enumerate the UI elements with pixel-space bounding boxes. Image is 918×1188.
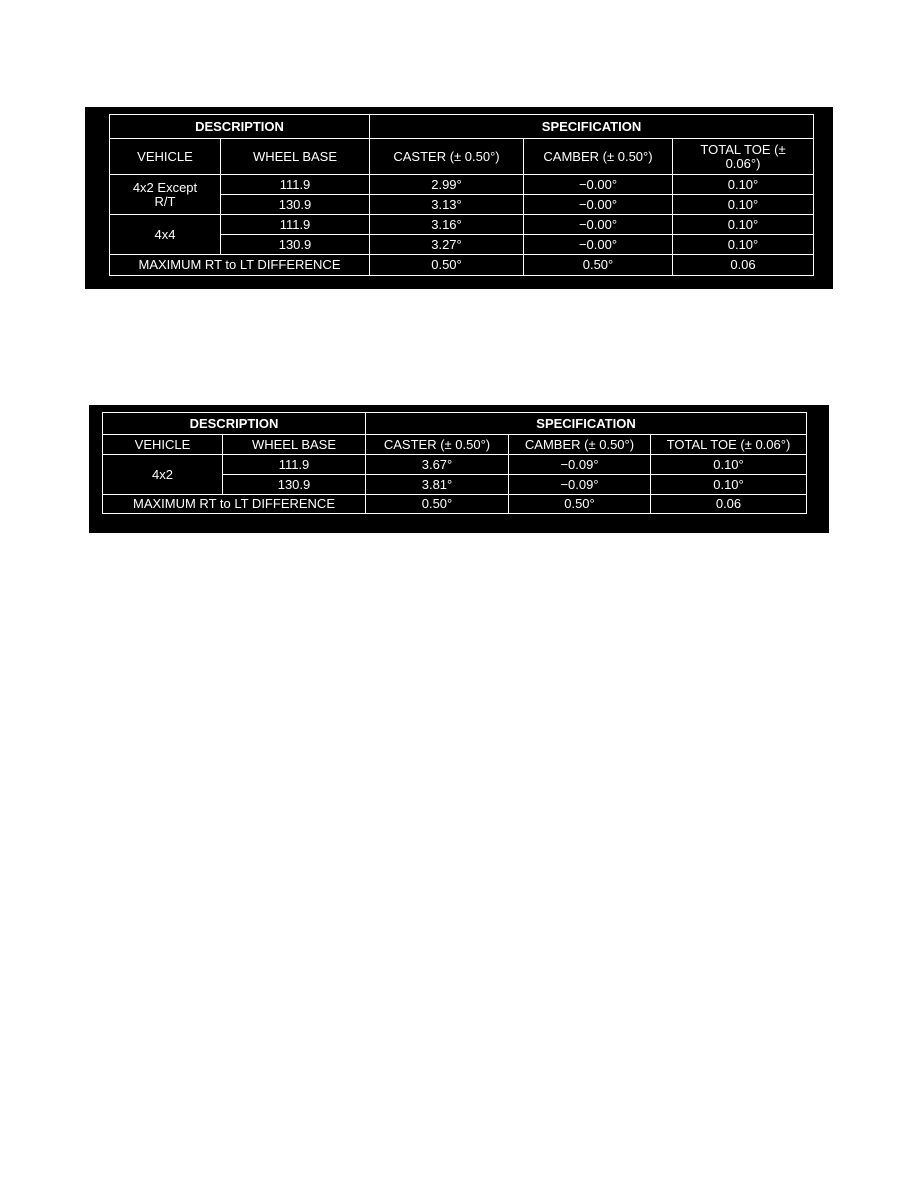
alignment-spec-table-1 xyxy=(109,114,814,276)
caster-cell: 3.67° xyxy=(366,455,509,475)
camber-cell: −0.09° xyxy=(509,475,651,495)
caster-column-header: CASTER (± 0.50°) xyxy=(366,435,509,455)
caster-cell: 0.50° xyxy=(366,495,509,514)
total-toe-cell: 0.10° xyxy=(673,175,814,195)
description-header: DESCRIPTION xyxy=(110,115,370,139)
camber-cell: −0.09° xyxy=(509,455,651,475)
spec-table-panel-2 xyxy=(89,405,829,533)
caster-cell: 2.99° xyxy=(370,175,524,195)
specification-header: SPECIFICATION xyxy=(370,115,814,139)
total-toe-cell: 0.10° xyxy=(651,475,807,495)
camber-cell: −0.00° xyxy=(524,195,673,215)
max-difference-row xyxy=(103,495,807,514)
table-row xyxy=(110,215,814,235)
wheel-base-cell: 111.9 xyxy=(221,175,370,195)
total-toe-cell: 0.06 xyxy=(651,495,807,514)
column-header-row xyxy=(103,435,807,455)
total-toe-column-header: TOTAL TOE (± 0.06°) xyxy=(673,139,814,175)
wheel-base-cell: 130.9 xyxy=(223,475,366,495)
group-header-row xyxy=(103,413,807,435)
specification-header: SPECIFICATION xyxy=(366,413,807,435)
table-row xyxy=(110,175,814,195)
wheel-base-column-header: WHEEL BASE xyxy=(221,139,370,175)
max-difference-label: MAXIMUM RT to LT DIFFERENCE xyxy=(103,495,366,514)
caster-cell: 0.50° xyxy=(370,255,524,276)
camber-cell: −0.00° xyxy=(524,175,673,195)
camber-cell: 0.50° xyxy=(524,255,673,276)
camber-column-header: CAMBER (± 0.50°) xyxy=(509,435,651,455)
wheel-base-cell: 130.9 xyxy=(221,235,370,255)
vehicle-cell: 4x2 xyxy=(103,455,223,495)
vehicle-column-header: VEHICLE xyxy=(103,435,223,455)
total-toe-cell: 0.10° xyxy=(673,195,814,215)
group-header-row xyxy=(110,115,814,139)
column-header-row xyxy=(110,139,814,175)
total-toe-column-header: TOTAL TOE (± 0.06°) xyxy=(651,435,807,455)
wheel-base-cell: 111.9 xyxy=(223,455,366,475)
max-difference-label: MAXIMUM RT to LT DIFFERENCE xyxy=(110,255,370,276)
wheel-base-column-header: WHEEL BASE xyxy=(223,435,366,455)
caster-cell: 3.27° xyxy=(370,235,524,255)
caster-cell: 3.81° xyxy=(366,475,509,495)
total-toe-cell: 0.10° xyxy=(673,215,814,235)
camber-cell: 0.50° xyxy=(509,495,651,514)
max-difference-row xyxy=(110,255,814,276)
spec-table-panel-1 xyxy=(85,107,833,289)
vehicle-cell: 4x2 Except R/T xyxy=(110,175,221,215)
wheel-base-cell: 130.9 xyxy=(221,195,370,215)
vehicle-cell: 4x4 xyxy=(110,215,221,255)
alignment-spec-table-2 xyxy=(102,412,807,514)
table-row xyxy=(103,455,807,475)
vehicle-column-header: VEHICLE xyxy=(110,139,221,175)
total-toe-cell: 0.10° xyxy=(673,235,814,255)
wheel-base-cell: 111.9 xyxy=(221,215,370,235)
total-toe-cell: 0.10° xyxy=(651,455,807,475)
camber-cell: −0.00° xyxy=(524,235,673,255)
total-toe-cell: 0.06 xyxy=(673,255,814,276)
caster-cell: 3.16° xyxy=(370,215,524,235)
camber-cell: −0.00° xyxy=(524,215,673,235)
camber-column-header: CAMBER (± 0.50°) xyxy=(524,139,673,175)
description-header: DESCRIPTION xyxy=(103,413,366,435)
caster-cell: 3.13° xyxy=(370,195,524,215)
caster-column-header: CASTER (± 0.50°) xyxy=(370,139,524,175)
